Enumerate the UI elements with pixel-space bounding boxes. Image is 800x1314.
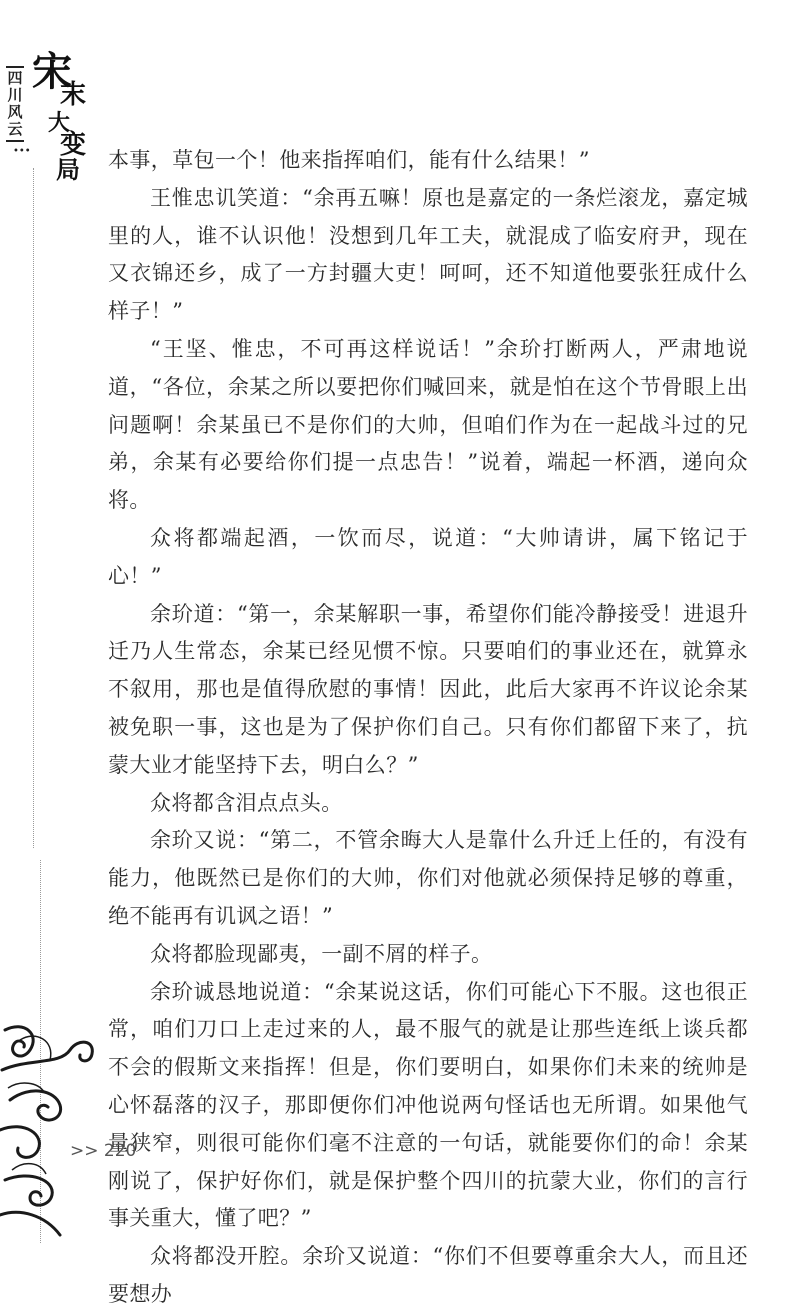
page-number: >> 220 (70, 1141, 137, 1161)
paragraph: 余玠又说：“第二，不管余晦大人是靠什么升迁上任的，有没有能力，他既然已是你们的大帅，你们对他就必须保持足够的尊重，绝不能再有讥讽之语！” (108, 828, 748, 928)
book-title-char: 宋 (32, 48, 72, 95)
paragraph: 王惟忠讥笑道：“余再五嘛！原也是嘉定的一条烂滚龙，嘉定城里的人，谁不认识他！没想到几年工夫，就混成了临安府尹，现在又衣锦还乡，成了一方封疆大吏！呵呵，还不知道他要张狂成什么样子！” (108, 185, 748, 324)
paragraph: 本事，草包一个！他来指挥咱们，能有什么结果！” (108, 148, 590, 172)
cloud-ornament-icon (0, 1010, 110, 1243)
paragraph: 众将都端起酒，一饮而尽，说道：“大帅请讲，属下铭记于心！” (108, 525, 748, 588)
paragraph: 余玠道：“第一，余某解职一事，希望你们能冷静接受！进退升迁乃人生常态，余某已经见惯不惊。只要咱们的事业还在，就算永不叙用，那也是值得欣慰的事情！因此，此后大家再不许议论余某被免职一事，这也是为了保护你们自己。只有你们都留下来了，抗蒙大业才能坚持下去，明白么？” (108, 601, 748, 777)
paragraph: 众将都脸现鄙夷，一副不屑的样子。 (150, 941, 493, 966)
paragraph: “王坚、惟忠，不可再这样说话！”余玠打断两人，严肃地说道，“各位，余某之所以要把你们喊回来，就是怕在这个节骨眼上出问题啊！余某虽已不是你们的大帅，但咱们作为在一起战斗过的兄弟，余某有必要给你们提一点忠告！”说着，端起一杯酒，递向众将。 (108, 336, 748, 513)
series-label (6, 66, 24, 142)
series-char: 四 (7, 69, 23, 87)
book-title-char: 局 (56, 155, 80, 184)
paragraph: 众将都含泪点点头。 (150, 790, 343, 815)
series-char: 川 (7, 86, 23, 104)
header-dots: ••• (13, 146, 31, 157)
book-title-char: 大 (48, 110, 71, 136)
book-title-char: 末 (60, 80, 87, 110)
side-header (0, 0, 100, 1243)
series-char: 云 (7, 120, 23, 138)
series-char: 风 (7, 103, 23, 121)
book-title (30, 48, 90, 192)
book-title-char: 变 (60, 130, 87, 160)
paragraph: 众将都没开腔。余玠又说道：“你们不但要尊重余大人，而且还要想办 (108, 1244, 748, 1306)
body-text (108, 142, 748, 1314)
margin-dotted-line (33, 168, 34, 848)
paragraph: 余玠诚恳地说道：“余某说这话，你们可能心下不服。这也很正常，咱们刀口上走过来的人，最不服气的就是让那些连纸上谈兵都不会的假斯文来指挥！但是，你们要明白，如果你们未来的统帅是心怀磊落的汉子，那即便你们冲他说两句怪话也无所谓。如果他气量狭窄，则很可能你们毫不注意的一句话，就能要你们的命！余某刚说了，保护好你们，就是保护整个四川的抗蒙大业，你们的言行事关重大，懂了吧？” (108, 979, 748, 1231)
